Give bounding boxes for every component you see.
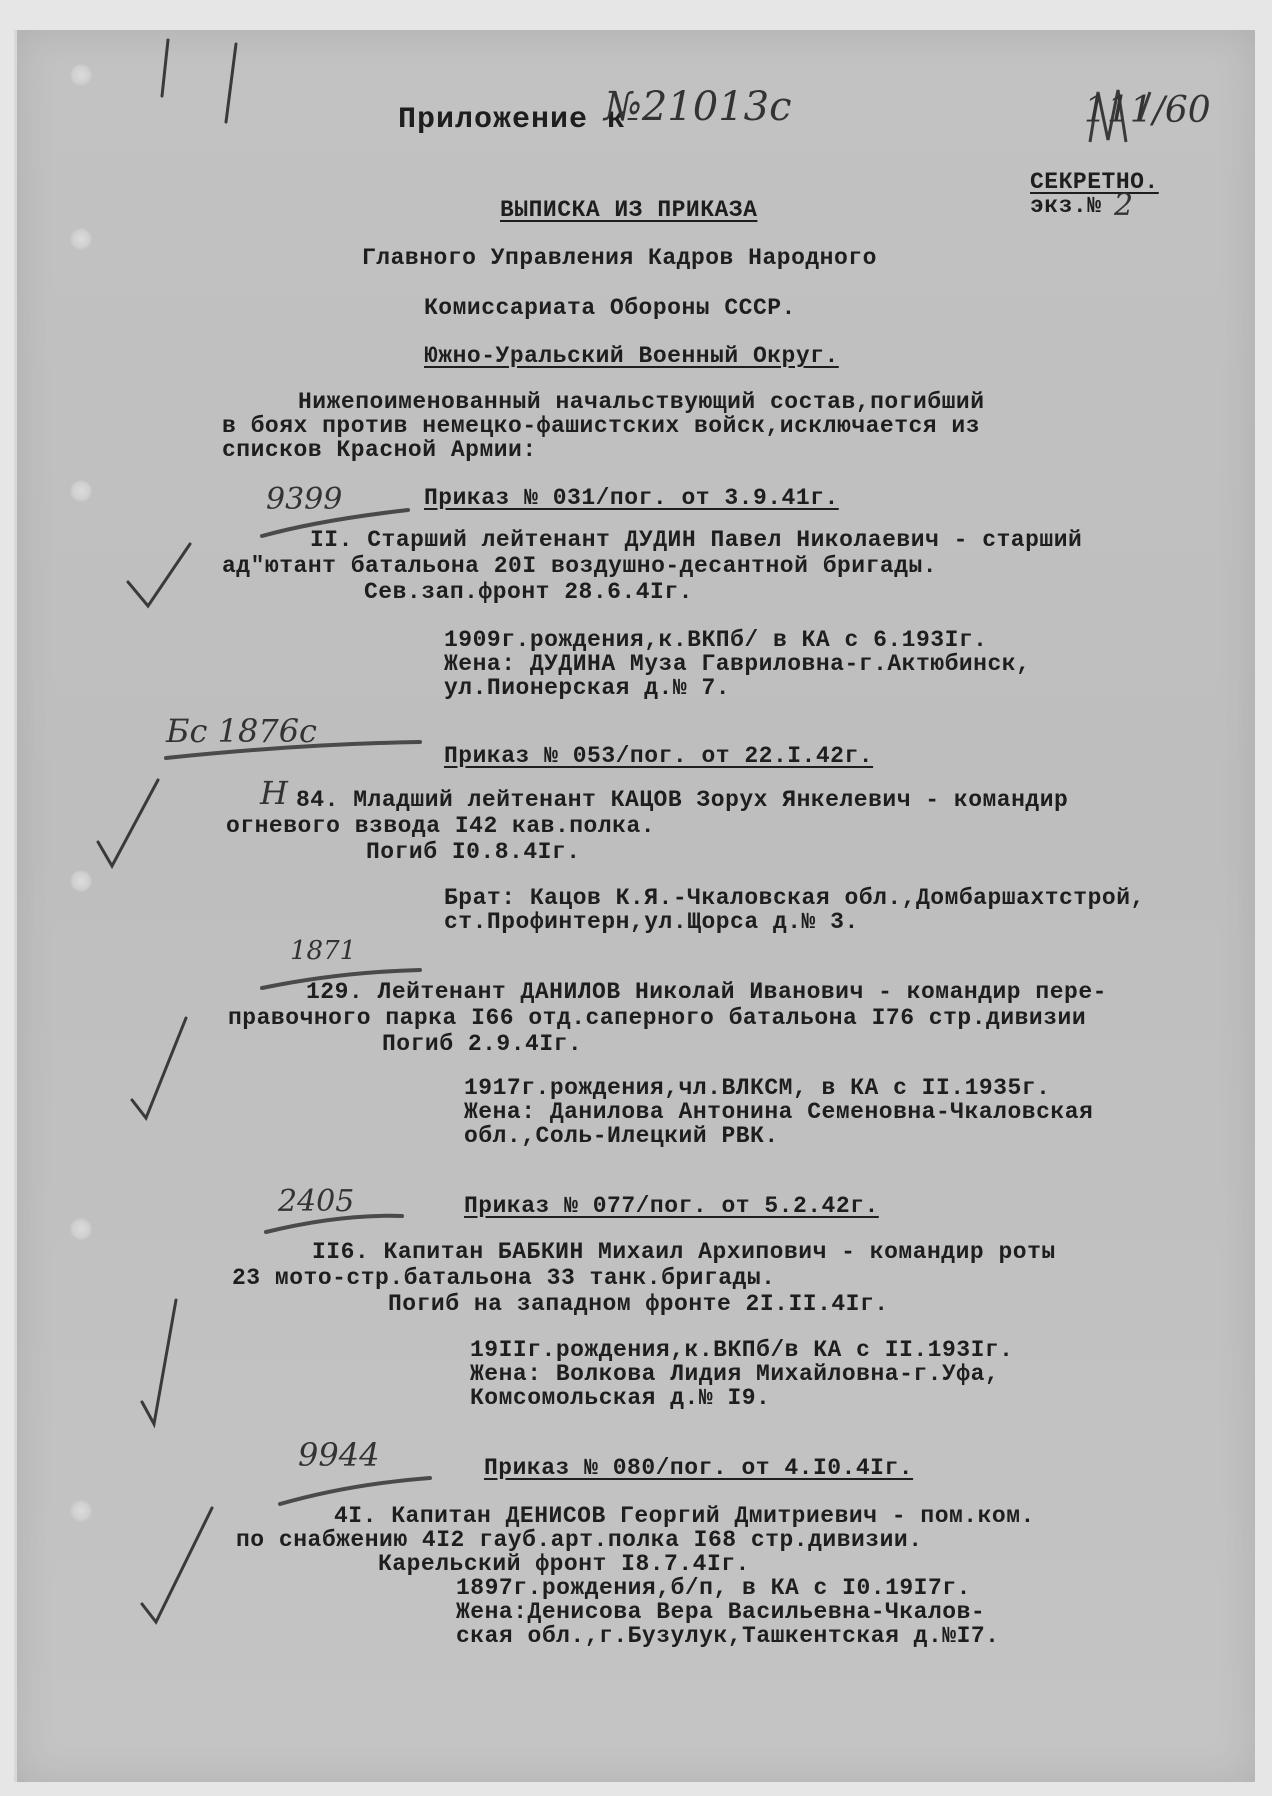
entry-line: Погиб на западном фронте 2I.II.4Iг. (388, 1291, 889, 1317)
check-mark-icon (142, 1300, 176, 1424)
margin-stroke (162, 40, 168, 96)
ref-underline (280, 1478, 430, 1504)
appendix-number: №21013с (604, 84, 792, 130)
entry-detail: ская обл.,г.Бузулук,Ташкентская д.№I7. (456, 1623, 1000, 1649)
intro-line: списков Красной Армии: (222, 437, 537, 463)
check-mark-icon (132, 1018, 186, 1118)
entry-line: ад"ютант батальона 20I воздушно-десантной бригады. (222, 553, 938, 579)
copy-number: 2 (1114, 188, 1134, 223)
order-ref-number: Бс 1876с (166, 712, 317, 750)
entry-detail: ст.Профинтерн,ул.Щорса д.№ 3. (444, 909, 859, 935)
entry-detail: Жена: ДУДИНА Муза Гавриловна-г.Актюбинск, (444, 651, 1031, 677)
entry-mark: Н (260, 774, 288, 812)
entry-detail: 1897г.рождения,б/п, в КА с I0.19I7г. (456, 1575, 971, 1601)
entry-line: II. Старший лейтенант ДУДИН Павел Николаевич - старший (310, 527, 1083, 553)
check-mark-icon (128, 544, 190, 606)
entry-detail: Комсомольская д.№ I9. (470, 1385, 771, 1411)
entry-line: 129. Лейтенант ДАНИЛОВ Николай Иванович - командир пере- (306, 979, 1107, 1005)
entry-detail: ул.Пионерская д.№ 7. (444, 675, 731, 701)
entry-line: 4I. Капитан ДЕНИСОВ Георгий Дмитриевич - пом.ком. (334, 1503, 1035, 1529)
margin-stroke (226, 44, 236, 122)
entry-line: Сев.зап.фронт 28.6.4Iг. (364, 579, 693, 605)
document-title: ВЫПИСКА ИЗ ПРИКАЗА (500, 197, 758, 223)
order-heading: Приказ № 080/пог. от 4.I0.4Iг. (484, 1455, 914, 1481)
entry-detail: 1909г.рождения,к.ВКПб/ в КА с 6.193Iг. (444, 627, 988, 653)
subtitle-line-1: Главного Управления Кадров Народного (362, 245, 877, 271)
entry-detail: обл.,Соль-Илецкий РВК. (464, 1123, 779, 1149)
district-name: Южно-Уральский Военный Округ. (424, 343, 839, 369)
order-ref-number: 9399 (266, 482, 343, 517)
entry-line: правочного парка I66 отд.саперного батальона I76 стр.дивизии (228, 1005, 1087, 1031)
entry-line: 84. Младший лейтенант КАЦОВ Зорух Янкелевич - командир (296, 787, 1069, 813)
order-ref-number: 1871 (290, 936, 357, 966)
entry-line: Карельский фронт I8.7.4Iг. (378, 1551, 750, 1577)
entry-line: 23 мото-стр.батальона 33 танк.бригады. (232, 1265, 776, 1291)
appendix-label: Приложение к (398, 103, 627, 137)
check-mark-icon (98, 780, 158, 866)
order-heading: Приказ № 053/пог. от 22.I.42г. (444, 743, 874, 769)
entry-line: Погиб 2.9.4Iг. (382, 1031, 583, 1057)
order-ref-number: 9944 (298, 1436, 380, 1474)
secret-stamp: СЕКРЕТНО. (1030, 169, 1159, 195)
entry-detail: Жена:Денисова Вера Васильевна-Чкалов- (456, 1599, 986, 1625)
copy-label: экз.№ (1030, 193, 1102, 219)
entry-line: по снабжению 4I2 гауб.арт.полка I68 стр.дивизии. (236, 1527, 923, 1553)
check-mark-icon (142, 1508, 212, 1622)
entry-line: огневого взвода I42 кав.полка. (226, 813, 656, 839)
entry-detail: Жена: Данилова Антонина Семеновна-Чкаловская (464, 1099, 1094, 1125)
entry-detail: 19IIг.рождения,к.ВКПб/в КА с II.193Iг. (470, 1337, 1014, 1363)
order-ref-number: 2405 (278, 1184, 355, 1219)
order-heading: Приказ № 077/пог. от 5.2.42г. (464, 1193, 879, 1219)
subtitle-line-2: Комиссариата Обороны СССР. (424, 295, 796, 321)
intro-line: Нижепоименованный начальствующий состав,погибший (298, 389, 985, 415)
entry-line: Погиб I0.8.4Iг. (366, 839, 581, 865)
entry-line: II6. Капитан БАБКИН Михаил Архипович - командир роты (312, 1239, 1056, 1265)
order-heading: Приказ № 031/пог. от 3.9.41г. (424, 485, 839, 511)
entry-detail: 1917г.рождения,чл.ВЛКСМ, в КА с II.1935г. (464, 1075, 1051, 1101)
entry-detail: Брат: Кацов К.Я.-Чкаловская обл.,Домбаршахтстрой, (444, 885, 1145, 911)
entry-detail: Жена: Волкова Лидия Михайловна-г.Уфа, (470, 1361, 1000, 1387)
intro-line: в боях против немецко-фашистских войск,исключается из (222, 413, 981, 439)
folio-number: 111/60 (1084, 90, 1211, 131)
